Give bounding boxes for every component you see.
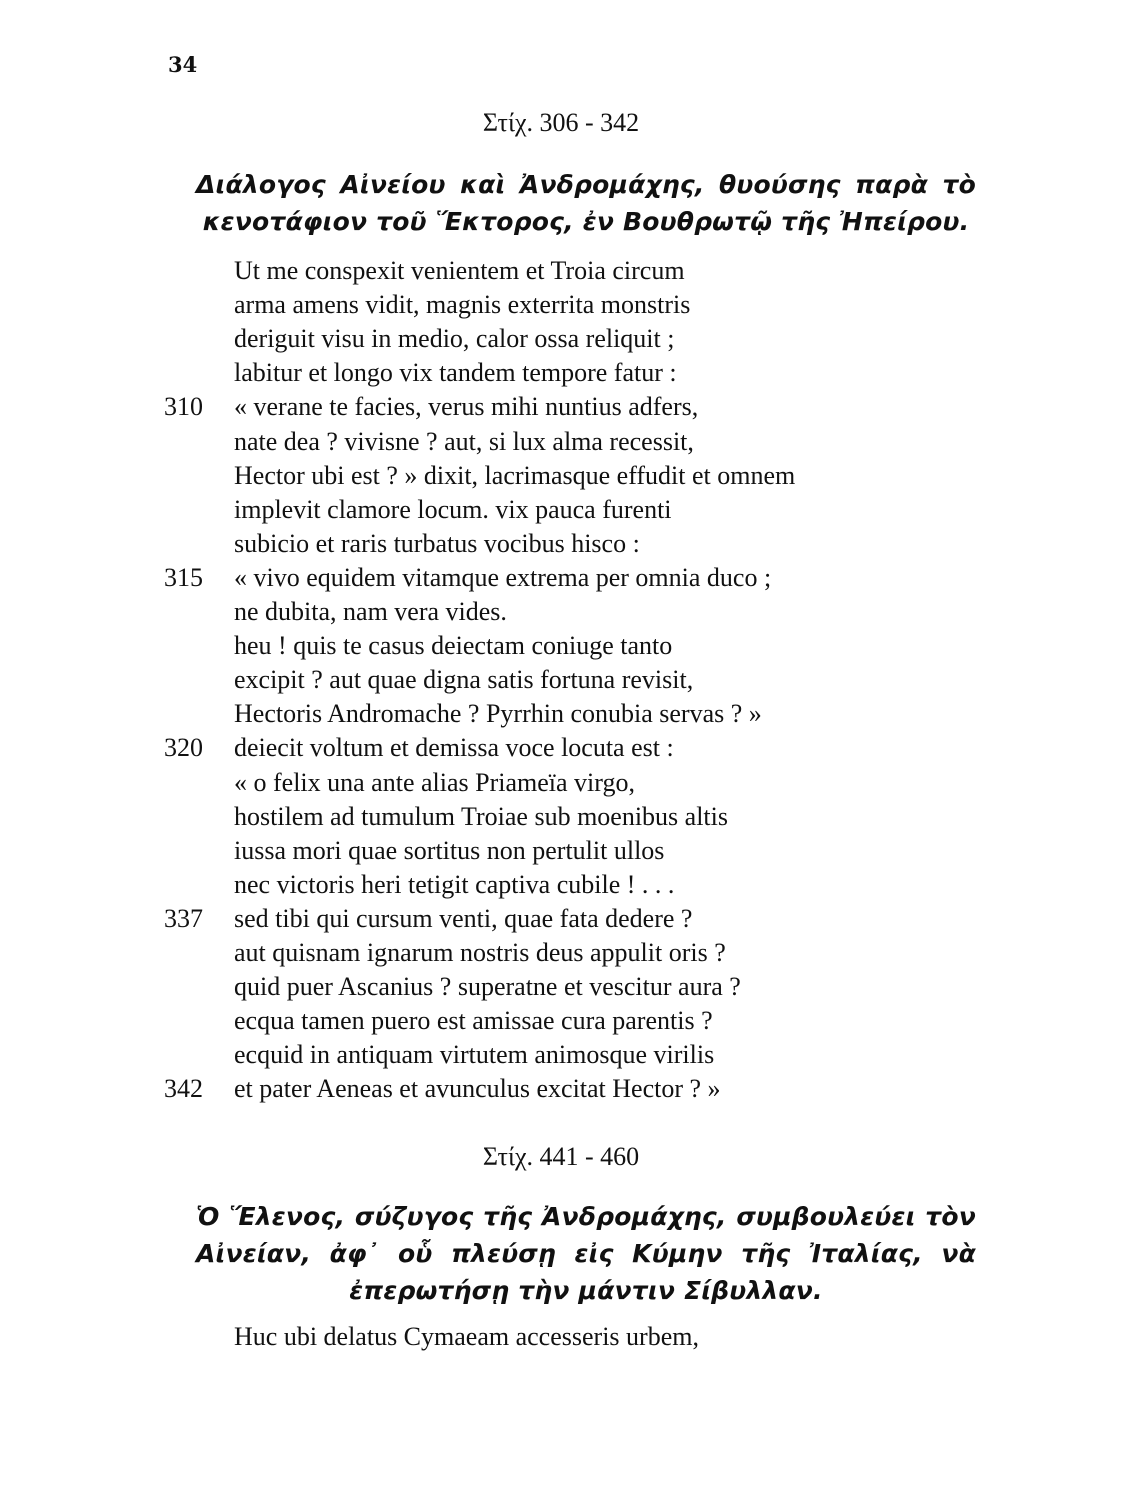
verse-line <box>0 390 1122 424</box>
verse-line <box>0 766 1122 800</box>
verse-line <box>0 731 1122 765</box>
verse-line <box>0 356 1122 390</box>
verse-text: aut quisnam ignarum nostris deus appulit oris ? <box>234 938 726 967</box>
verse-line <box>0 595 1122 629</box>
verse-text: deiecit voltum et demissa voce locuta est : <box>234 733 674 763</box>
verse-line <box>0 493 1122 527</box>
verse-line <box>0 254 1122 288</box>
verse-line <box>0 1038 1122 1072</box>
verse-text: « vivo equidem vitamque extrema per omnia duco ; <box>234 562 772 592</box>
section-reference: Στίχ. 306 - 342 <box>482 108 640 137</box>
verse-line <box>0 322 1122 356</box>
section-heading: Ὁ Ἕλενος, σύζυγος τῆς Ἀνδρομάχης, συμβουλεύει τὸν Αἰνείαν, ἀφ᾿ οὗ πλεύσῃ εἰς Κύμην τῆς Ἰταλίας, νὰ ἐπερωτήσῃ τὴν μάντιν Σίβυλλαν. <box>196 1202 976 1305</box>
verse-text: excipit ? aut quae digna satis fortuna revisit, <box>234 665 694 695</box>
verse-line <box>0 459 1122 493</box>
verse-line <box>0 1004 1122 1038</box>
verse-text: iussa mori quae sortitus non pertulit ullos <box>234 835 665 865</box>
verse-line <box>0 800 1122 834</box>
verse-text: sed tibi qui cursum venti, quae fata dedere ? <box>234 903 693 933</box>
verse-text: nec victoris heri tetigit captiva cubile ! . . . <box>234 869 675 899</box>
verse-line <box>0 902 1122 936</box>
verse-text: subicio et raris turbatus vocibus hisco : <box>234 528 640 558</box>
verse-text: implevit clamore locum. vix pauca furenti <box>234 494 672 524</box>
verse-line <box>0 936 1122 970</box>
section-heading: Διάλογος Αἰνείου καὶ Ἀνδρομάχης, θυούσης παρὰ τὸ κενοτάφιον τοῦ Ἕκτορος, ἐν Βουθρωτῷ τῆς Ἠπείρου. <box>196 170 976 236</box>
verse-line <box>0 1320 1122 1354</box>
verse-line <box>0 834 1122 868</box>
verse-text: quid puer Ascanius ? superatne et vescitur aura ? <box>234 972 741 1002</box>
verse-line <box>0 527 1122 561</box>
verse-text: ne dubita, nam vera vides. <box>234 597 507 626</box>
verse-line <box>0 425 1122 459</box>
verse-number: 320 <box>164 733 203 763</box>
verse-text: « verane te facies, verus mihi nuntius adfers, <box>234 392 699 422</box>
verse-text: nate dea ? vivisne ? aut, si lux alma recessit, <box>234 426 694 456</box>
verse-line <box>0 663 1122 697</box>
verse-line <box>0 1072 1122 1106</box>
verse-text: Hector ubi est ? » dixit, lacrimasque effudit et omnem <box>234 460 796 490</box>
verse-line <box>0 629 1122 663</box>
verse-text: Hectoris Andromache ? Pyrrhin conubia servas ? » <box>234 699 762 729</box>
verse-text: Huc ubi delatus Cymaeam accesseris urbem, <box>234 1322 699 1351</box>
verse-number: 342 <box>164 1074 203 1104</box>
verse-number: 310 <box>164 392 203 422</box>
verse-text: « o felix una ante alias Priameïa virgo, <box>234 767 635 797</box>
verse-text: Ut me conspexit venientem et Troia circum <box>234 256 685 285</box>
verse-text: ecquid in antiquam virtutem animosque virilis <box>234 1040 715 1070</box>
verse-line <box>0 288 1122 322</box>
verse-line <box>0 561 1122 595</box>
verse-text: ecqua tamen puero est amissae cura parentis ? <box>234 1006 713 1036</box>
verse-text: deriguit visu in medio, calor ossa reliquit ; <box>234 324 675 354</box>
section-reference: Στίχ. 441 - 460 <box>482 1142 640 1171</box>
verse-text: heu ! quis te casus deiectam coniuge tanto <box>234 631 673 661</box>
verse-text: et pater Aeneas et avunculus excitat Hector ? » <box>234 1074 721 1104</box>
verse-text: arma amens vidit, magnis exterrita monstris <box>234 290 691 320</box>
verse-text: labitur et longo vix tandem tempore fatur : <box>234 358 677 388</box>
verse-line <box>0 697 1122 731</box>
page-number: 34 <box>168 52 198 77</box>
verse-line <box>0 868 1122 902</box>
verse-number: 315 <box>164 562 203 592</box>
verse-text: hostilem ad tumulum Troiae sub moenibus altis <box>234 801 728 831</box>
verse-line <box>0 970 1122 1004</box>
verse-number: 337 <box>164 903 203 933</box>
